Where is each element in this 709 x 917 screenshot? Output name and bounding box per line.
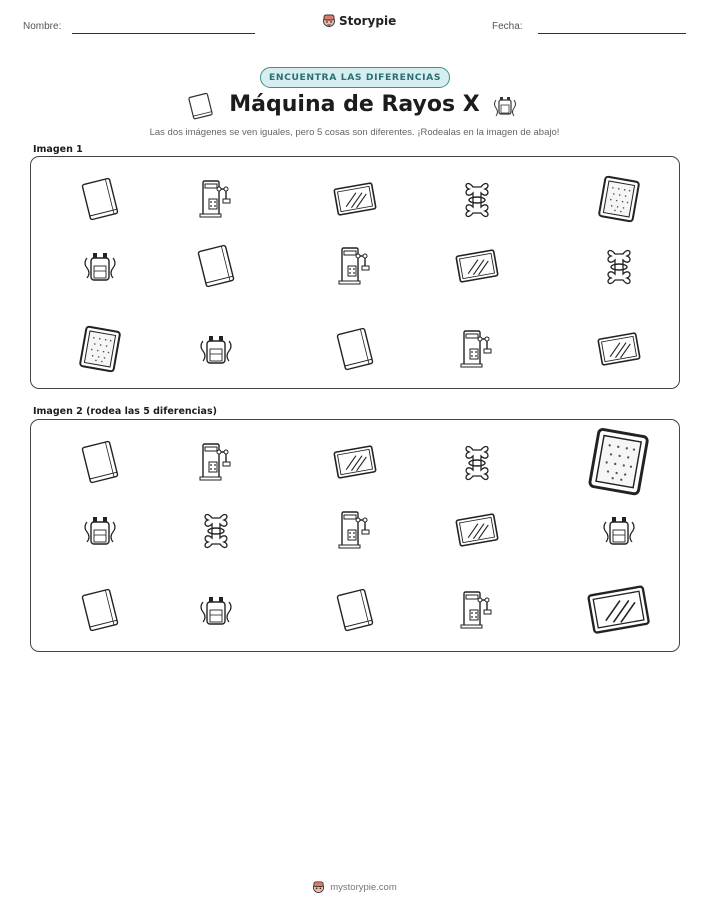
lead-plate-icon bbox=[591, 171, 647, 227]
xray-machine-icon[interactable] bbox=[327, 502, 383, 558]
lead-plate-icon bbox=[72, 321, 128, 377]
image2-label: Imagen 2 (rodea las 5 diferencias) bbox=[33, 406, 217, 417]
xray-machine-icon bbox=[327, 238, 383, 294]
name-field[interactable] bbox=[72, 33, 255, 34]
instructions: Las dos imágenes se ven iguales, pero 5 cosas son diferentes. ¡Rodealas en la imagen de abajo! bbox=[149, 127, 560, 138]
gown-icon bbox=[490, 91, 520, 125]
date-label: Fecha: bbox=[492, 21, 523, 32]
folder-icon bbox=[72, 171, 128, 227]
folder-icon bbox=[188, 238, 244, 294]
xray-film-icon bbox=[591, 321, 647, 377]
folder-icon[interactable] bbox=[327, 582, 383, 638]
gown-icon[interactable] bbox=[72, 502, 128, 558]
xray-film-icon bbox=[449, 238, 505, 294]
activity-badge: ENCUENTRA LAS DIFERENCIAS bbox=[260, 67, 450, 88]
brand-logo bbox=[322, 13, 396, 28]
footer-url[interactable]: mystorypie.com bbox=[330, 881, 397, 893]
bone-icon bbox=[591, 238, 647, 294]
xray-film-icon bbox=[327, 171, 383, 227]
xray-machine-icon[interactable] bbox=[449, 582, 505, 638]
xray-film-icon[interactable] bbox=[327, 434, 383, 490]
gown-icon bbox=[72, 238, 128, 294]
page-title: Máquina de Rayos X bbox=[229, 92, 480, 117]
folder-icon[interactable] bbox=[72, 434, 128, 490]
gown-icon[interactable] bbox=[188, 582, 244, 638]
brand-name: Storypie bbox=[339, 13, 397, 28]
date-field[interactable] bbox=[538, 33, 686, 34]
folder-icon bbox=[327, 321, 383, 377]
storypie-mascot-icon bbox=[322, 13, 336, 28]
footer bbox=[0, 880, 709, 894]
bone-icon[interactable] bbox=[449, 434, 505, 490]
xray-film-icon[interactable] bbox=[449, 502, 505, 558]
lead-plate-icon[interactable] bbox=[578, 421, 659, 502]
folder-icon[interactable] bbox=[72, 582, 128, 638]
gown-icon[interactable] bbox=[591, 502, 647, 558]
image1-label: Imagen 1 bbox=[33, 144, 83, 155]
xray-film-icon[interactable] bbox=[578, 569, 659, 650]
gown-icon bbox=[188, 321, 244, 377]
xray-machine-icon bbox=[188, 171, 244, 227]
bone-icon[interactable] bbox=[188, 502, 244, 558]
bone-icon bbox=[449, 171, 505, 227]
name-label: Nombre: bbox=[23, 21, 62, 32]
storypie-mascot-icon bbox=[312, 880, 325, 894]
xray-machine-icon[interactable] bbox=[188, 434, 244, 490]
xray-machine-icon bbox=[449, 321, 505, 377]
